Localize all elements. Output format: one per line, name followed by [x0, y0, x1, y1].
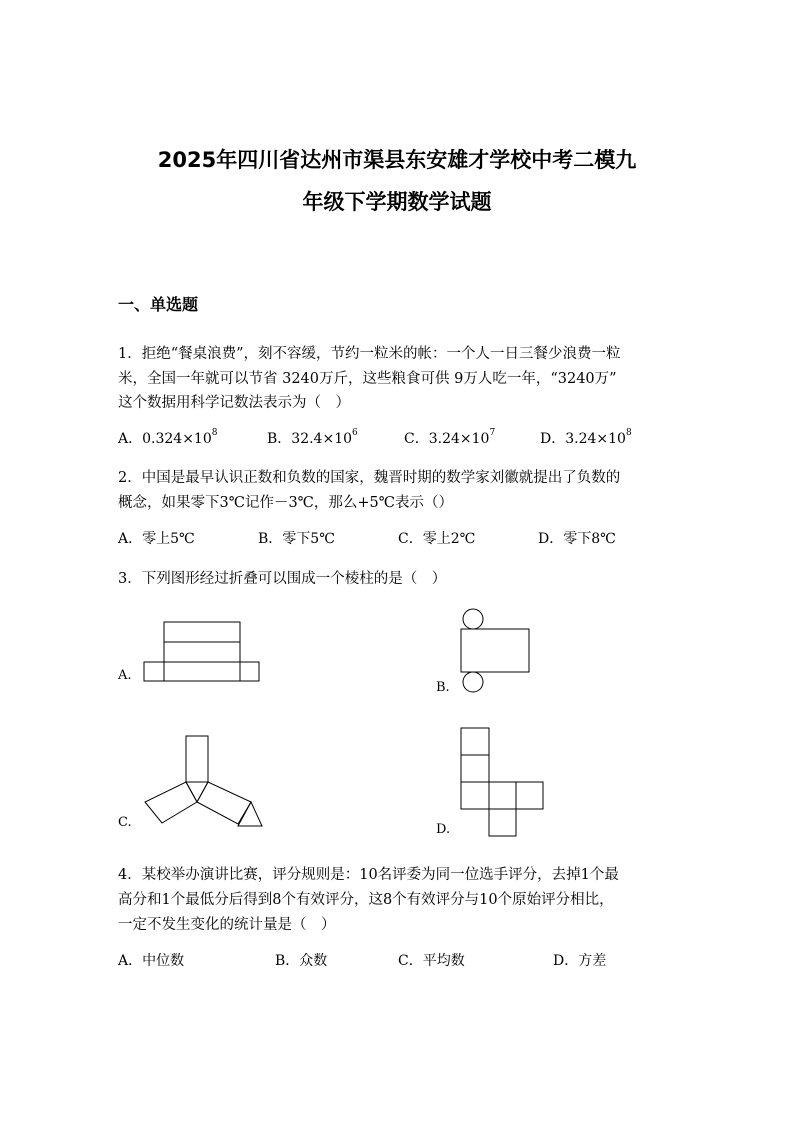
- q1-option-b-exp: 6: [352, 428, 358, 439]
- q2-option-b[interactable]: B．零下5℃: [258, 531, 335, 547]
- q1-text-line1: 1．拒绝“餐桌浪费”，刻不容缓，节约一粒米的帐：一个人一日三餐少浪费一粒: [118, 346, 621, 362]
- q4-text-line2: 高分和1个最低分后得到8个有效评分，这8个有效评分与10个原始评分相比，: [118, 892, 614, 908]
- q4-text-line1: 4．某校举办演讲比赛，评分规则是：10名评委为同一位选手评分，去掉1个最: [118, 867, 619, 883]
- q1-option-d[interactable]: [540, 428, 632, 448]
- q1-option-a-label: A．: [118, 431, 143, 447]
- q1-option-c-label: C．: [404, 431, 429, 447]
- q1-option-c[interactable]: [404, 428, 495, 448]
- q1-option-b[interactable]: [267, 428, 358, 448]
- q2-text-line1: 2．中国是最早认识正数和负数的国家，魏晋时期的数学家刘徽就提出了负数的: [118, 470, 621, 486]
- q2-option-c[interactable]: C．零上2℃: [398, 531, 476, 547]
- q1-option-b-label: B．: [267, 431, 292, 447]
- q3-figure-b-net[interactable]: [455, 606, 537, 696]
- q4-option-d[interactable]: D．方差: [553, 953, 607, 969]
- q1-option-c-base: 3.24×10: [428, 431, 490, 447]
- q2-option-d[interactable]: D．零下8℃: [538, 531, 616, 547]
- exam-title-line2: 年级下学期数学试题: [302, 190, 492, 214]
- q2-text-line2: 概念，如果零下3℃记作－3℃，那么+5℃表示（）: [118, 495, 453, 511]
- q1-option-a-exp: 8: [211, 428, 218, 439]
- q1-option-d-label: D．: [540, 431, 566, 447]
- q3-option-b-label[interactable]: B.: [436, 680, 450, 695]
- q1-text-line2: 米，全国一年就可以节省 3240万斤，这些粮食可供 9万人吃一年，“3240万”: [118, 371, 617, 387]
- q4-option-b[interactable]: B．众数: [275, 953, 328, 969]
- q3-text-line1: 3．下列图形经过折叠可以围成一个棱柱的是（ ）: [118, 571, 447, 587]
- q3-figure-a-net[interactable]: [140, 618, 265, 688]
- q1-option-c-exp: 7: [489, 428, 496, 439]
- q3-option-c-label[interactable]: C.: [118, 815, 132, 830]
- q1-option-d-base: 3.24×10: [565, 431, 626, 447]
- q3-figure-d-net[interactable]: [455, 724, 550, 842]
- q3-option-a-label[interactable]: A.: [118, 668, 132, 683]
- q1-option-d-exp: 8: [625, 428, 632, 439]
- q3-option-d-label[interactable]: D.: [436, 822, 451, 837]
- q4-option-a[interactable]: A．中位数: [118, 953, 185, 969]
- q3-figure-c-net[interactable]: [140, 732, 265, 832]
- q4-text-line3: 一定不发生变化的统计量是（ ）: [118, 917, 336, 933]
- q4-option-c[interactable]: C．平均数: [398, 953, 465, 969]
- q1-text-line3: 这个数据用科学记数法表示为（ ）: [118, 395, 350, 411]
- section-heading-single-choice: 一、单选题: [118, 295, 199, 314]
- q1-option-b-base: 32.4×10: [291, 431, 353, 447]
- q1-option-a[interactable]: [118, 428, 217, 448]
- q2-option-a[interactable]: A．零上5℃: [118, 531, 195, 547]
- q1-option-a-base: 0.324×10: [142, 431, 212, 447]
- exam-title-line1: 2025年四川省达州市渠县东安雄才学校中考二模九: [157, 148, 637, 172]
